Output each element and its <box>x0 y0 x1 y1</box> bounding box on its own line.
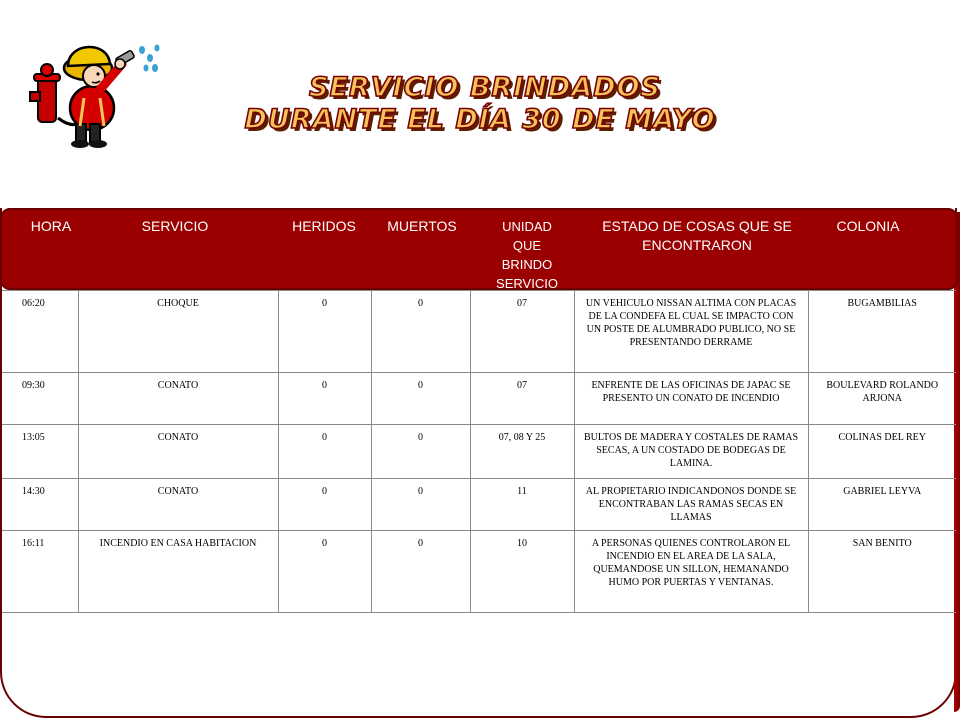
cell-muertos: 0 <box>371 479 470 531</box>
title-line-1: SERVICIO BRINDADOS <box>309 72 661 103</box>
cell-estado: UN VEHICULO NISSAN ALTIMA CON PLACAS DE LA CONDEFA EL CUAL SE IMPACTO CON UN POSTE DE ALUMBRADO PUBLICO, NO SE PRESENTANDO DERRAME <box>574 291 808 373</box>
cell-unidad: 07 <box>470 373 574 425</box>
cell-hora: 06:20 <box>2 291 78 373</box>
cell-heridos: 0 <box>278 291 371 373</box>
header-muertos: MUERTOS <box>387 218 457 234</box>
cell-muertos: 0 <box>371 531 470 613</box>
services-table <box>2 290 956 613</box>
header-unidad-line1: UNIDAD <box>502 219 552 234</box>
table-row <box>2 425 956 479</box>
cell-unidad: 10 <box>470 531 574 613</box>
cell-unidad: 11 <box>470 479 574 531</box>
water-drops-icon <box>139 45 160 73</box>
table-row <box>2 373 956 425</box>
header-unidad-line3: BRINDO <box>501 257 553 272</box>
header-unidad <box>472 217 582 293</box>
header-servicio: SERVICIO <box>141 218 209 234</box>
cell-hora: 13:05 <box>2 425 78 479</box>
header-unidad-line2: QUE <box>512 238 542 253</box>
cell-heridos: 0 <box>278 425 371 479</box>
cell-estado: BULTOS DE MADERA Y COSTALES DE RAMAS SECAS, A UN COSTADO DE BODEGAS DE LAMINA. <box>574 425 808 479</box>
cell-colonia: BOULEVARD ROLANDO ARJONA <box>808 373 956 425</box>
cell-hora: 16:11 <box>2 531 78 613</box>
header-heridos: HERIDOS <box>292 218 356 234</box>
cell-unidad: 07 <box>470 291 574 373</box>
table-row <box>2 479 956 531</box>
cell-colonia: BUGAMBILIAS <box>808 291 956 373</box>
cell-estado: A PERSONAS QUIENES CONTROLARON EL INCENDIO EN EL AREA DE LA SALA, QUEMANDOSE UN SILLON, HEMANANDO HUMO POR PUERTAS Y VENTANAS. <box>574 531 808 613</box>
cell-estado: ENFRENTE DE LAS OFICINAS DE JAPAC SE PRESENTO UN CONATO DE INCENDIO <box>574 373 808 425</box>
cell-muertos: 0 <box>371 291 470 373</box>
cell-servicio: CONATO <box>78 373 278 425</box>
header-colonia: COLONIA <box>836 218 900 234</box>
title-line-2: DURANTE EL DÍA 30 DE MAYO <box>244 104 716 135</box>
cell-servicio: CONATO <box>78 425 278 479</box>
cell-colonia: COLINAS DEL REY <box>808 425 956 479</box>
cell-estado: AL PROPIETARIO INDICANDONOS DONDE SE ENCONTRABAN LAS RAMAS SECAS EN LLAMAS <box>574 479 808 531</box>
table-row <box>2 531 956 613</box>
cell-servicio: INCENDIO EN CASA HABITACION <box>78 531 278 613</box>
cell-servicio: CHOQUE <box>78 291 278 373</box>
cell-muertos: 0 <box>371 425 470 479</box>
cell-servicio: CONATO <box>78 479 278 531</box>
cell-muertos: 0 <box>371 373 470 425</box>
cell-hora: 09:30 <box>2 373 78 425</box>
cell-heridos: 0 <box>278 479 371 531</box>
cell-hora: 14:30 <box>2 479 78 531</box>
header-hora: HORA <box>30 218 72 234</box>
cell-colonia: SAN BENITO <box>808 531 956 613</box>
cell-heridos: 0 <box>278 531 371 613</box>
cell-unidad: 07, 08 Y 25 <box>470 425 574 479</box>
cell-heridos: 0 <box>278 373 371 425</box>
header-unidad-line4: SERVICIO <box>496 276 558 291</box>
table-row <box>2 291 956 373</box>
cell-colonia: GABRIEL LEYVA <box>808 479 956 531</box>
header-estado: ESTADO DE COSAS QUE SE ENCONTRARON <box>602 218 792 253</box>
table-header <box>0 208 958 290</box>
